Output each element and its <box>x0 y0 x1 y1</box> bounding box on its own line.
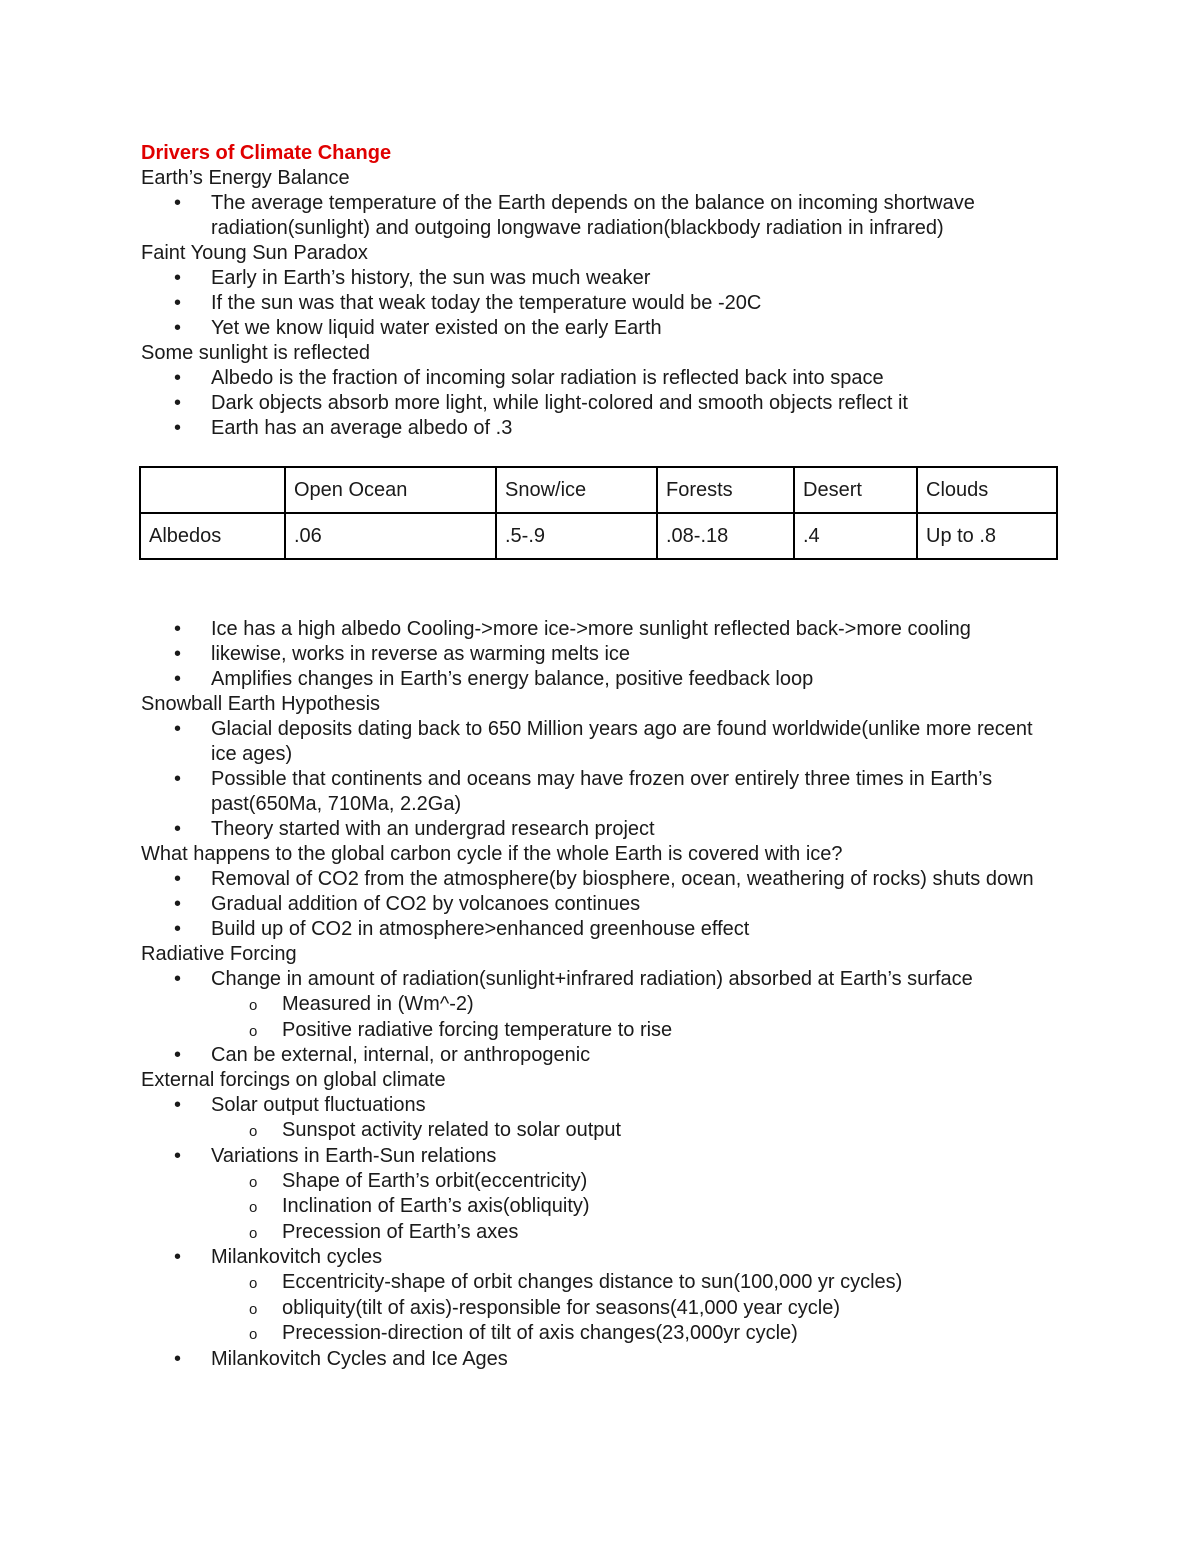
table-header-cell: Open Ocean <box>285 467 496 513</box>
table-header-cell: Desert <box>794 467 917 513</box>
section <box>141 341 1061 441</box>
section-heading: Radiative Forcing <box>141 943 297 965</box>
list-item: • likewise, works in reverse as warming melts ice <box>141 642 1061 667</box>
document-bottom <box>141 617 1061 1372</box>
section-heading: Faint Young Sun Paradox <box>141 242 368 264</box>
list-item: • Solar output fluctuations <box>141 1093 1061 1118</box>
section <box>141 842 1061 942</box>
list-item: • Milankovitch Cycles and Ice Ages <box>141 1347 1061 1372</box>
list-item: • Gradual addition of CO2 by volcanoes continues <box>141 892 1061 917</box>
sub-list-item: o Eccentricity-shape of orbit changes distance to sun(100,000 yr cycles) <box>141 1270 1061 1296</box>
list-item: • Dark objects absorb more light, while light-colored and smooth objects reflect it <box>141 391 1061 416</box>
list-item: • Change in amount of radiation(sunlight+infrared radiation) absorbed at Earth’s surface <box>141 967 1061 992</box>
section <box>141 1068 1061 1372</box>
table-cell: Albedos <box>140 513 285 559</box>
list-item: • The average temperature of the Earth depends on the balance on incoming shortwave radiation(sunlight) and outgoing longwave radiation(blackbody radiation in infrared) <box>141 191 1061 241</box>
section-heading: Earth’s Energy Balance <box>141 167 350 189</box>
section <box>141 942 1061 1068</box>
section <box>141 166 1061 241</box>
albedo-table <box>139 466 1058 560</box>
bottom-sections <box>141 692 1061 1372</box>
sub-list-item: o Precession of Earth’s axes <box>141 1220 1061 1246</box>
list-item: • Possible that continents and oceans may have frozen over entirely three times in Earth’s past(650Ma, 710Ma, 2.2Ga) <box>141 767 1061 817</box>
list-item: • Glacial deposits dating back to 650 Million years ago are found worldwide(unlike more recent ice ages) <box>141 717 1061 767</box>
list-item: • Amplifies changes in Earth’s energy balance, positive feedback loop <box>141 667 1061 692</box>
sub-list-item: o Sunspot activity related to solar output <box>141 1118 1061 1144</box>
list-item: • Albedo is the fraction of incoming solar radiation is reflected back into space <box>141 366 1061 391</box>
list-item: • Variations in Earth-Sun relations <box>141 1144 1061 1169</box>
table-header-cell <box>140 467 285 513</box>
list-item: • Removal of CO2 from the atmosphere(by biosphere, ocean, weathering of rocks) shuts down <box>141 867 1061 892</box>
section <box>141 241 1061 341</box>
table-row <box>140 513 1057 559</box>
sub-list-item: o Precession-direction of tilt of axis changes(23,000yr cycle) <box>141 1321 1061 1347</box>
table-cell: .5-.9 <box>496 513 657 559</box>
document-top <box>141 141 1061 441</box>
post-table-bullets <box>141 617 1061 692</box>
table-cell: .08-.18 <box>657 513 794 559</box>
section-heading: What happens to the global carbon cycle if the whole Earth is covered with ice? <box>141 843 843 865</box>
document-title: Drivers of Climate Change <box>141 142 392 164</box>
list-item: • Can be external, internal, or anthropogenic <box>141 1043 1061 1068</box>
table-header-cell: Forests <box>657 467 794 513</box>
list-item: • Ice has a high albedo Cooling->more ice->more sunlight reflected back->more cooling <box>141 617 1061 642</box>
top-sections <box>141 166 1061 441</box>
section-heading: External forcings on global climate <box>141 1069 446 1091</box>
list-item: • Yet we know liquid water existed on the early Earth <box>141 316 1061 341</box>
list-item: • Early in Earth’s history, the sun was much weaker <box>141 266 1061 291</box>
sub-list-item: o Positive radiative forcing temperature to rise <box>141 1018 1061 1044</box>
list-item: • Milankovitch cycles <box>141 1245 1061 1270</box>
sub-list-item: o obliquity(tilt of axis)-responsible for seasons(41,000 year cycle) <box>141 1296 1061 1322</box>
section-heading: Some sunlight is reflected <box>141 342 371 364</box>
table-header-cell: Snow/ice <box>496 467 657 513</box>
list-item: • Theory started with an undergrad research project <box>141 817 1061 842</box>
sub-list-item: o Shape of Earth’s orbit(eccentricity) <box>141 1169 1061 1195</box>
table-header-row <box>140 467 1057 513</box>
list-item: • Build up of CO2 in atmosphere>enhanced greenhouse effect <box>141 917 1061 942</box>
table-cell: Up to .8 <box>917 513 1057 559</box>
list-item: • If the sun was that weak today the temperature would be -20C <box>141 291 1061 316</box>
sub-list-item: o Measured in (Wm^-2) <box>141 992 1061 1018</box>
list-item: • Earth has an average albedo of .3 <box>141 416 1061 441</box>
table-cell: .4 <box>794 513 917 559</box>
section <box>141 692 1061 842</box>
section-heading: Snowball Earth Hypothesis <box>141 693 381 715</box>
sub-list-item: o Inclination of Earth’s axis(obliquity) <box>141 1194 1061 1220</box>
table-header-cell: Clouds <box>917 467 1057 513</box>
table-cell: .06 <box>285 513 496 559</box>
